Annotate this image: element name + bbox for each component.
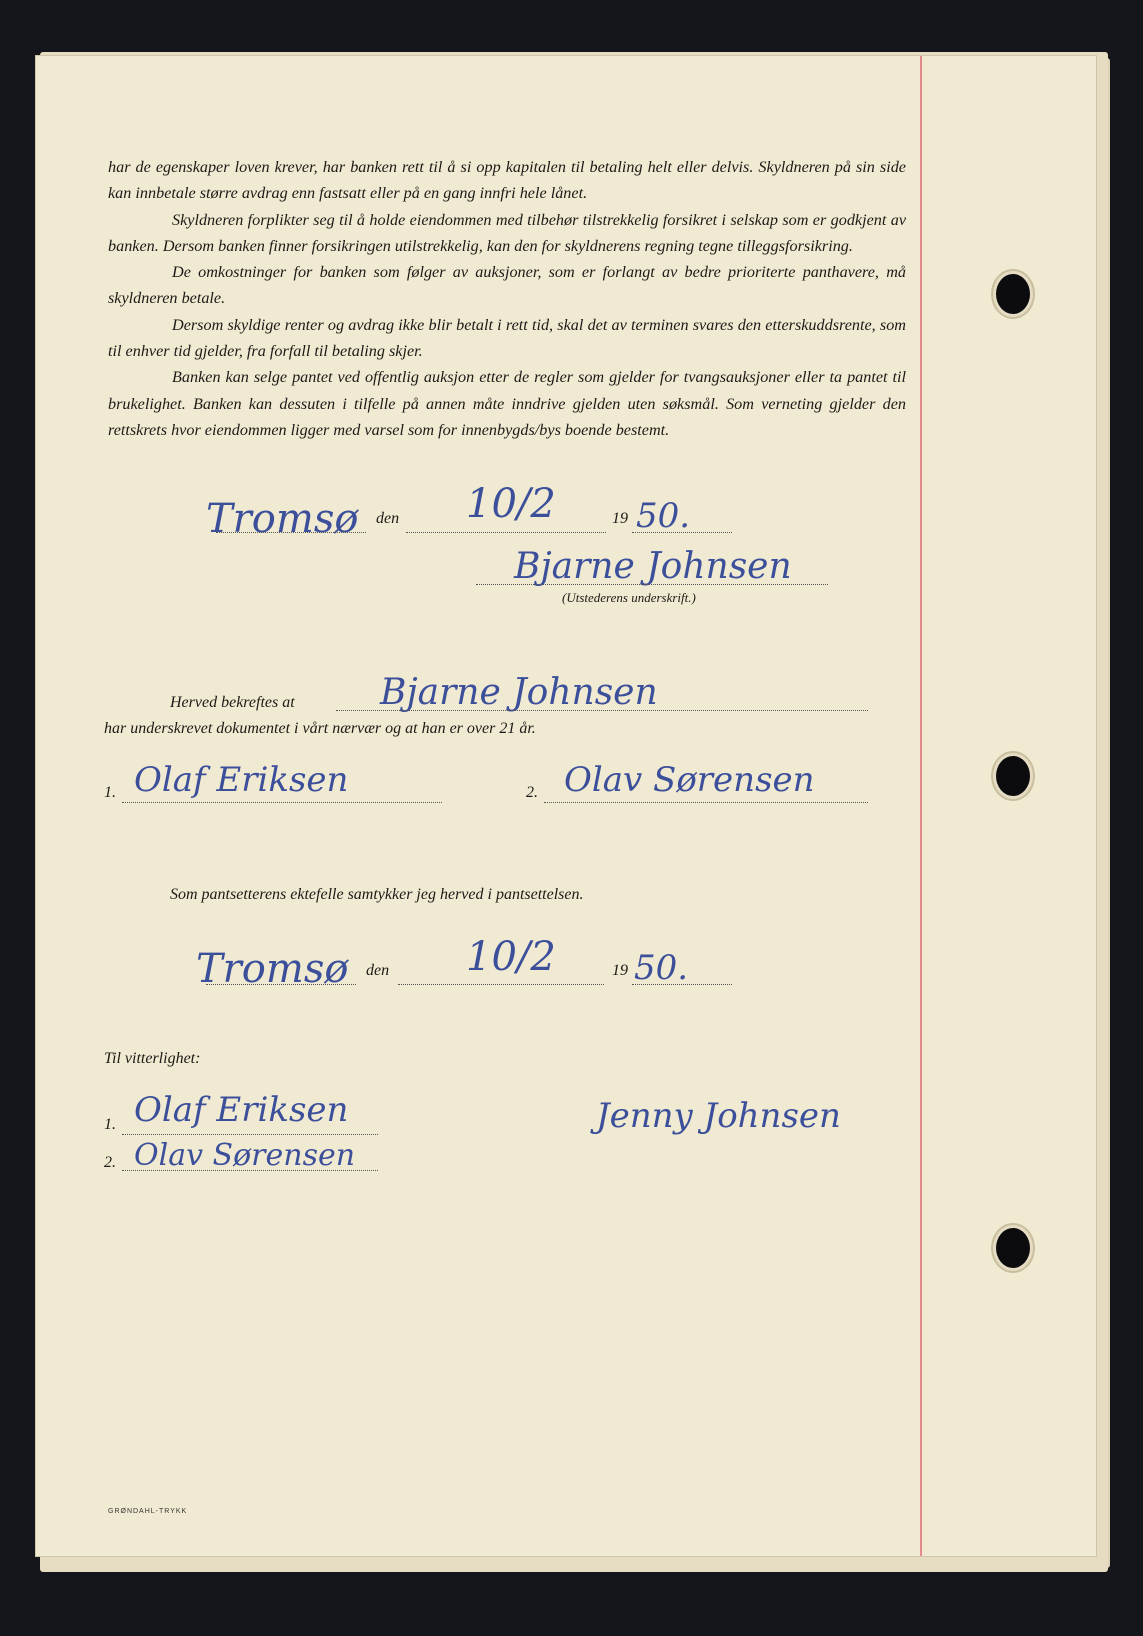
paragraph: Skyldneren forplikter seg til å holde eiendommen med tilbehør tilstrekkelig forsikret i selskap som er godkjent av banken. Dersom banken finner forsikringen utilstrekkelig, kan den for skyldnerens regning tegne tilleggsforsikring. [108, 210, 906, 255]
witness-signature: Olaf Eriksen [134, 760, 349, 800]
issuer-signature: Bjarne Johnsen [514, 546, 792, 587]
document-page [36, 56, 1096, 1556]
witness-signature: Olav Sørensen [134, 1138, 356, 1173]
paragraph: Banken kan selge pantet ved offentlig auksjon etter de regler som gjelder for tvangsauksjoner eller ta pantet til brukelighet. Banken kan dessuten i tilfelle på annen måte inndrive gjelden uten søksmål. Som verneting gjelder den rettskrets hvor eiendommen ligger med varsel som for innenbygds/bys boende bestemt. [108, 368, 906, 439]
dotted-line [122, 802, 442, 803]
confirmation-label: Herved bekreftes at [170, 694, 295, 711]
year-prefix: 19 [612, 962, 628, 979]
dotted-line [544, 802, 868, 803]
dotted-line [398, 984, 604, 985]
paragraph: har de egenskaper loven krever, har banken rett til å si opp kapitalen til betaling helt eller delvis. Skyldneren på sin side kan innbetale større avdrag enn fastsatt eller på en gang innfri hele lånet. [108, 158, 906, 203]
printer-mark: GRØNDAHL-TRYKK [108, 1508, 188, 1515]
punch-hole [996, 1228, 1030, 1268]
margin-line [920, 56, 922, 1556]
witness-number: 2. [526, 784, 538, 801]
dotted-line [122, 1170, 378, 1171]
year-suffix-handwritten: 50. [636, 496, 691, 536]
year-suffix-handwritten: 50. [634, 948, 689, 988]
witness-section-label: Til vitterlighet: [104, 1050, 201, 1067]
confirmation-text: har underskrevet dokumentet i vårt nærvær og at han er over 21 år. [104, 720, 536, 737]
dotted-line [632, 532, 732, 533]
witness-signature: Olav Sørensen [564, 760, 815, 800]
dotted-line [632, 984, 732, 985]
signing-date-handwritten: 10/2 [466, 481, 556, 527]
dotted-line [216, 532, 366, 533]
den-label: den [376, 510, 400, 527]
signing-date-handwritten: 10/2 [466, 934, 556, 980]
paragraph: Dersom skyldige renter og avdrag ikke blir betalt i rett tid, skal det av terminen svares den etterskuddsrente, som til enhver tid gjelder, fra forfall til betaling skjer. [108, 315, 906, 361]
signature-line [476, 584, 828, 585]
den-label: den [366, 962, 390, 979]
dotted-line [122, 1134, 378, 1135]
dotted-line [406, 532, 606, 533]
confirmation-name-handwritten: Bjarne Johnsen [380, 672, 658, 713]
issuer-caption: (Utstederens underskrift.) [562, 590, 696, 605]
dotted-line [336, 710, 868, 711]
signing-place-handwritten: Tromsø [196, 946, 349, 992]
paragraph: De omkostninger for banken som følger av auksjoner, som er forlangt av bedre prioriterte panthavere, må skyldneren betale. [108, 263, 906, 308]
signing-place-handwritten: Tromsø [206, 496, 359, 542]
year-prefix: 19 [612, 510, 628, 527]
spouse-consent-text: Som pantsetterens ektefelle samtykker jeg herved i pantsettelsen. [170, 886, 584, 903]
legal-text [108, 154, 906, 443]
witness-number: 2. [104, 1154, 116, 1171]
witness-signature: Olaf Eriksen [134, 1090, 349, 1130]
witness-number: 1. [104, 784, 116, 801]
dotted-line [206, 984, 356, 985]
punch-hole [996, 756, 1030, 796]
witness-number: 1. [104, 1116, 116, 1133]
punch-hole [996, 274, 1030, 314]
spouse-signature: Jenny Johnsen [596, 1096, 841, 1136]
